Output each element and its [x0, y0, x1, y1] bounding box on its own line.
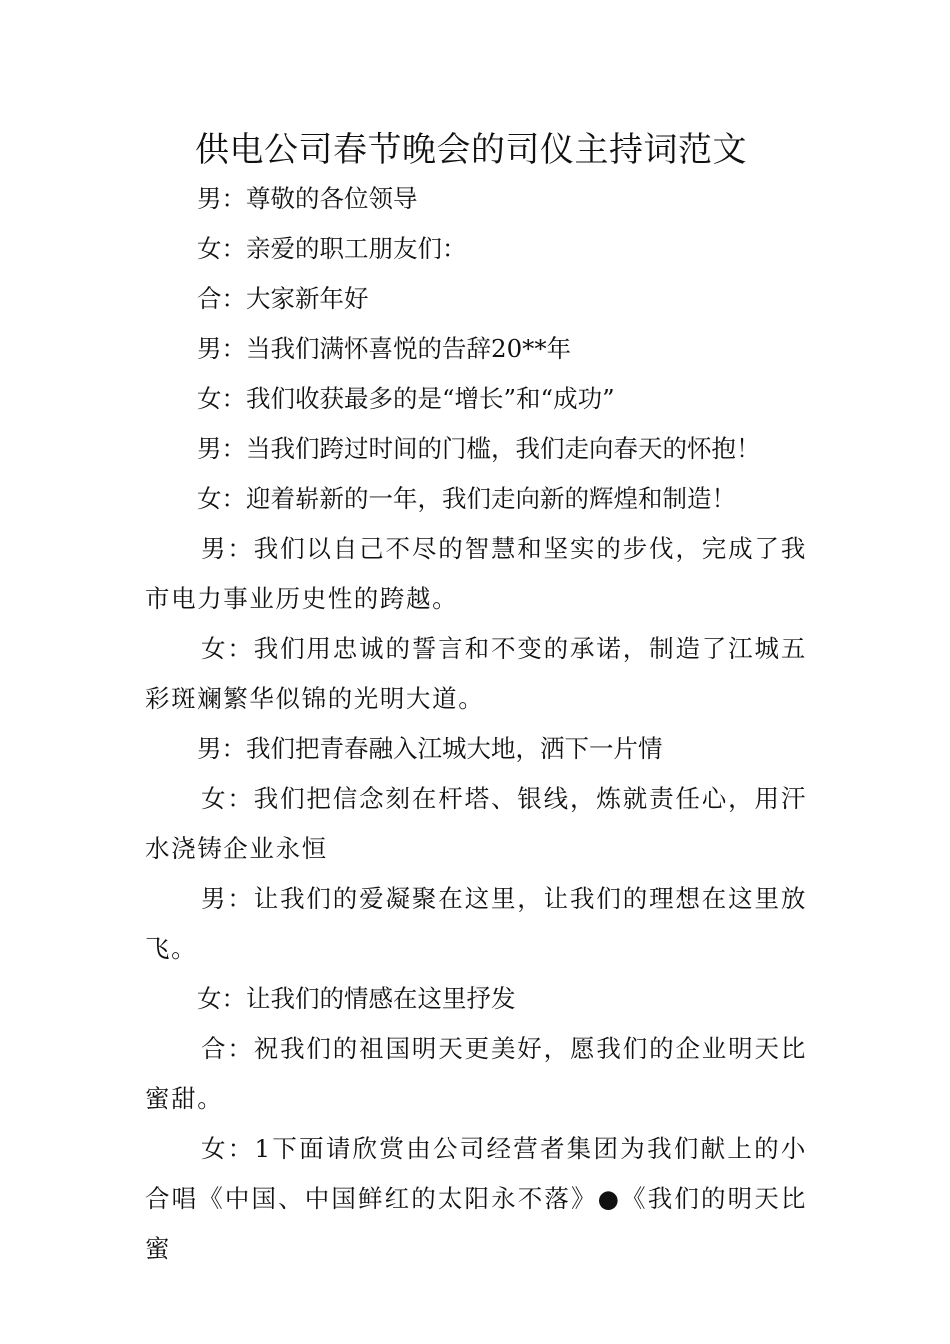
paragraph: 女：迎着崭新的一年，我们走向新的辉煌和制造！	[197, 484, 736, 513]
paragraph: 男：我们把青春融入江城大地，洒下一片情	[197, 734, 663, 763]
paragraph: 女：亲爱的职工朋友们：	[197, 234, 467, 263]
paragraph: 女：我们收获最多的是“增长”和“成功”	[197, 384, 615, 413]
paragraph: 女：1下面请欣赏由公司经营者集团为我们献上的小合唱《中国、中国鲜红的太阳永不落》●《我们的明天比蜜	[145, 1134, 807, 1263]
paragraph: 合：祝我们的祖国明天更美好，愿我们的企业明天比蜜甜。	[145, 1034, 807, 1113]
paragraph: 女：让我们的情感在这里抒发	[197, 984, 516, 1013]
document-body	[145, 174, 807, 1274]
paragraph: 男：当我们跨过时间的门槛，我们走向春天的怀抱！	[197, 434, 761, 463]
document-title: 供电公司春节晚会的司仪主持词范文	[195, 130, 747, 170]
paragraph: 合：大家新年好	[197, 284, 369, 313]
paragraph: 男：让我们的爱凝聚在这里，让我们的理想在这里放飞。	[145, 884, 807, 963]
paragraph: 女：我们用忠诚的誓言和不变的承诺，制造了江城五彩斑斓繁华似锦的光明大道。	[145, 634, 807, 713]
paragraph: 男：当我们满怀喜悦的告辞20**年	[197, 334, 572, 363]
paragraph: 男：我们以自己不尽的智慧和坚实的步伐，完成了我市电力事业历史性的跨越。	[145, 534, 807, 613]
paragraph: 男：尊敬的各位领导	[197, 184, 418, 213]
paragraph: 女：我们把信念刻在杆塔、银线，炼就责任心，用汗水浇铸企业永恒	[145, 784, 807, 863]
